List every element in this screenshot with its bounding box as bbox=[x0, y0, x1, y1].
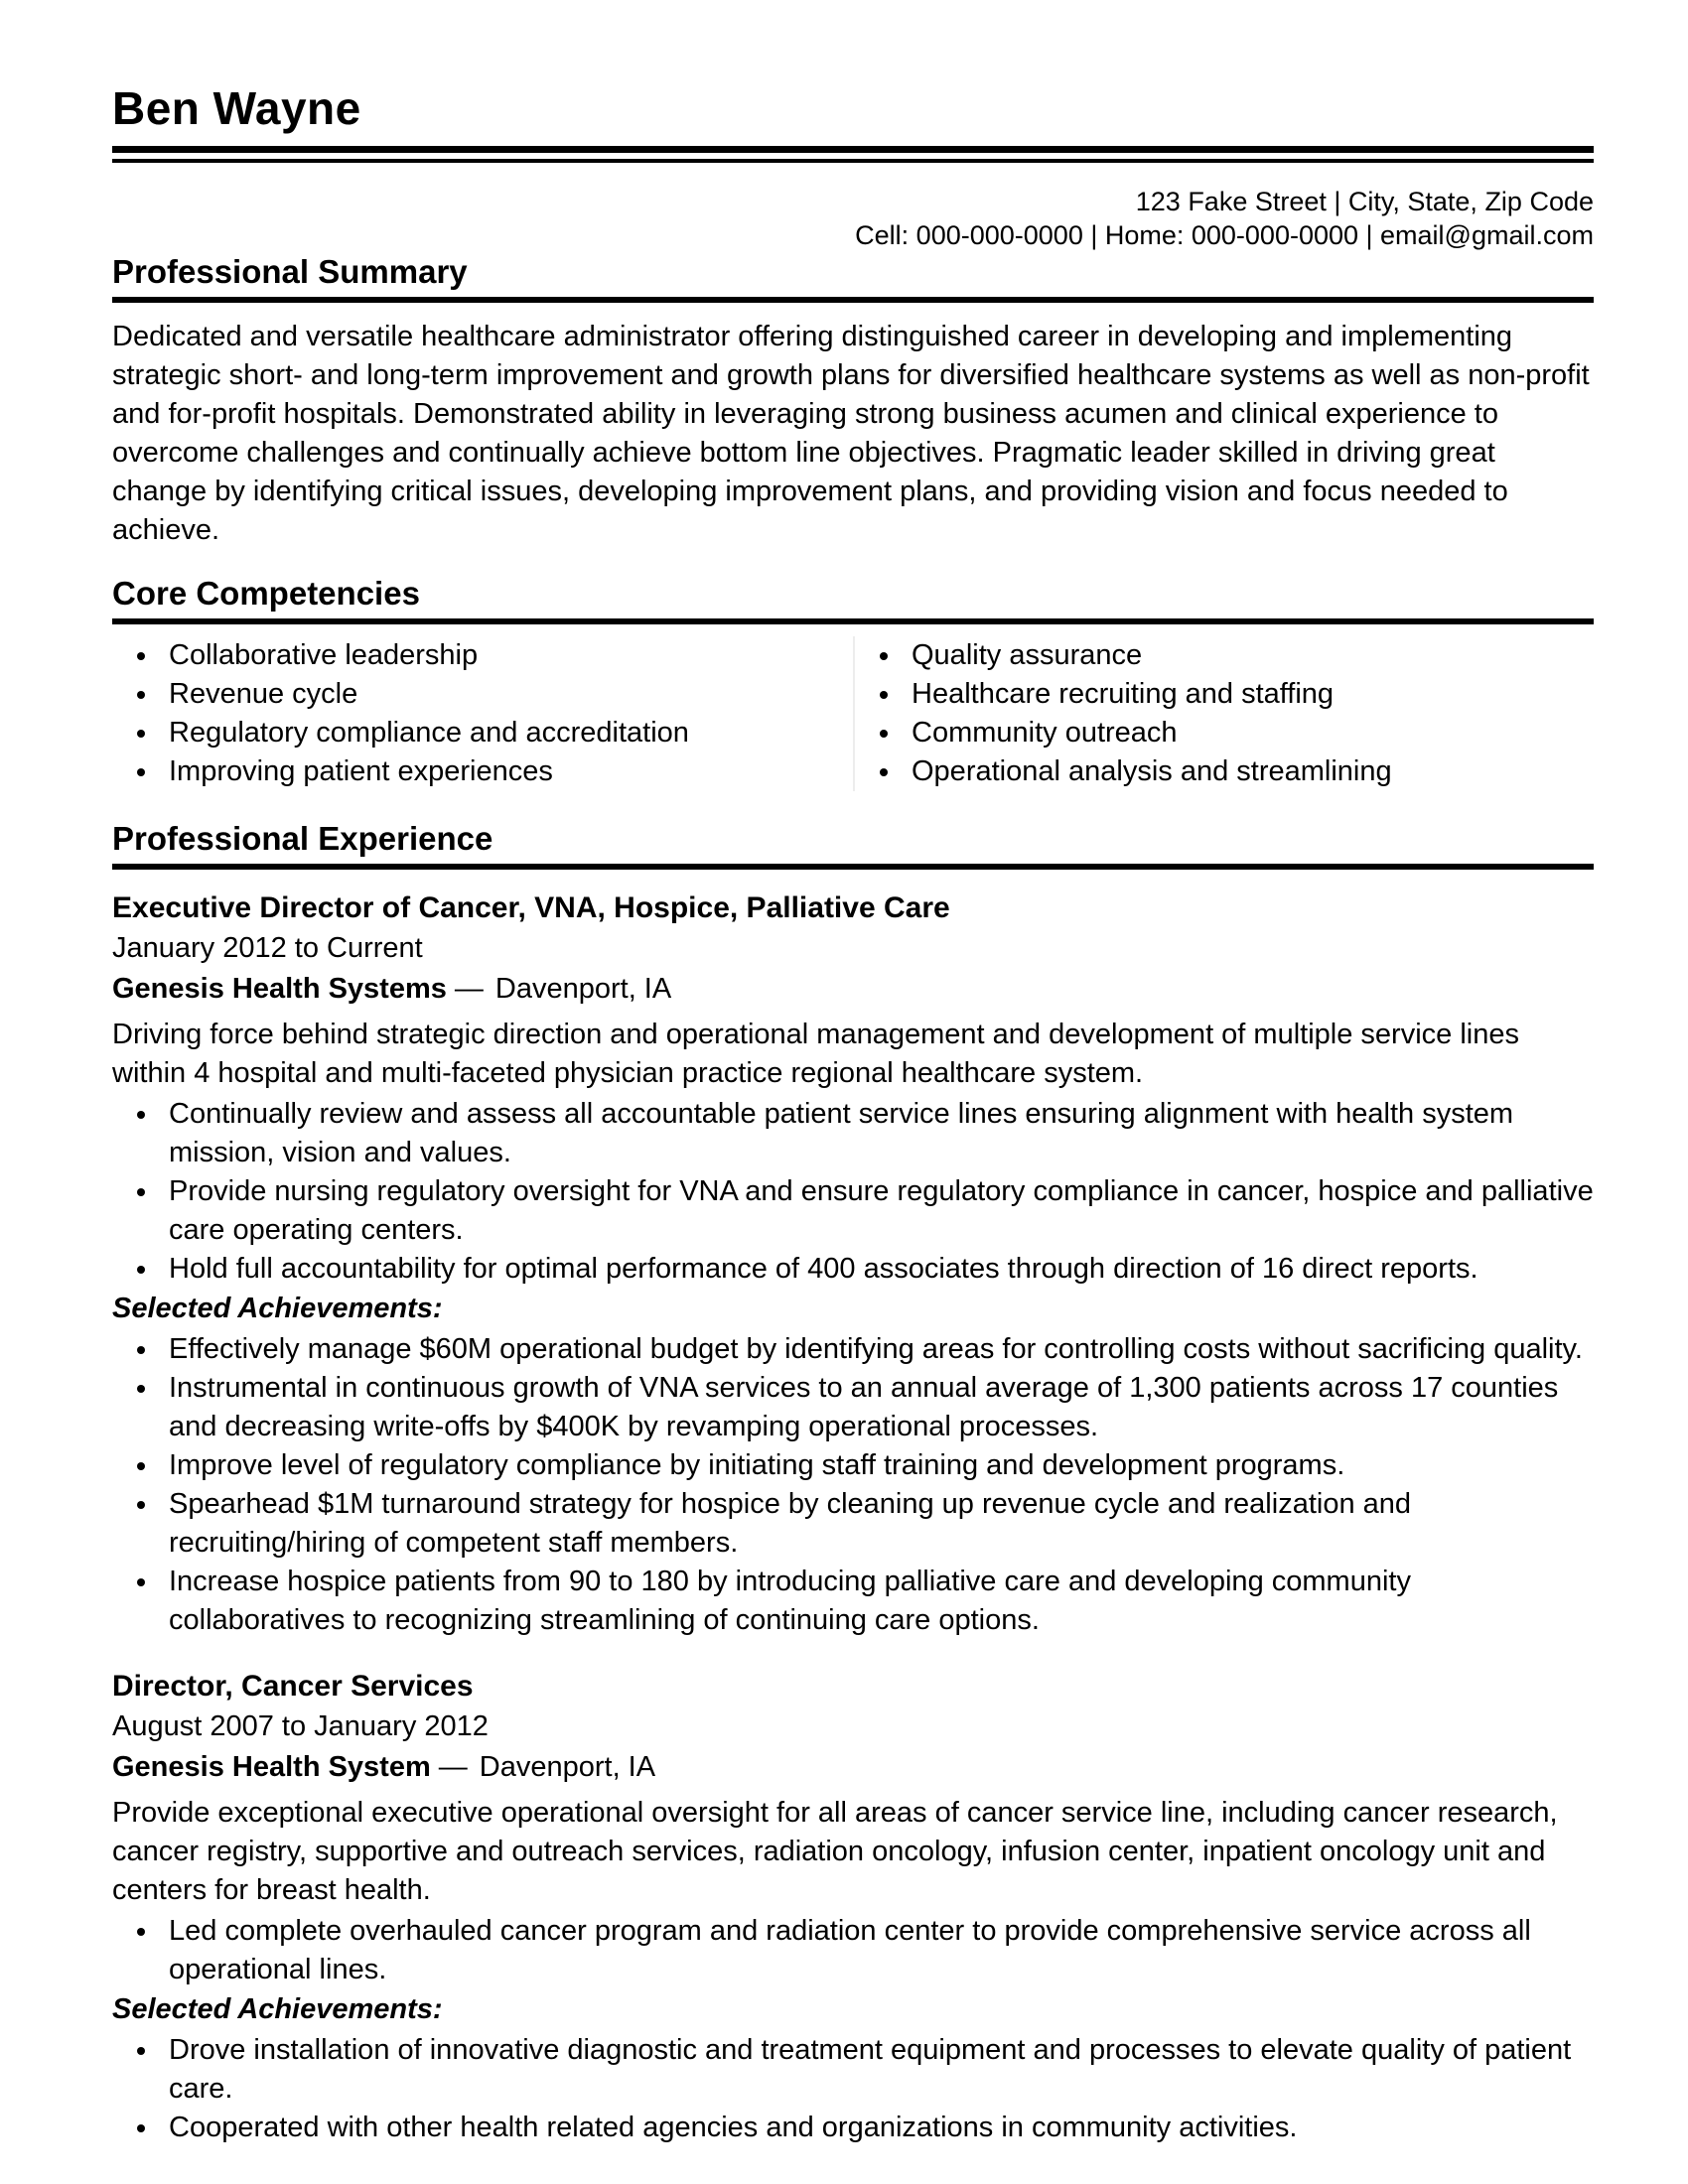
job-description: Driving force behind strategic direction and operational management and development of multiple service lines within 4 hospital and multi-faceted physician practice regional healthcare system. bbox=[112, 1019, 1519, 1090]
summary-text: Dedicated and versatile healthcare administrator offering distinguished career in developing and implementing strategic short- and long-term improvement and growth plans for diversified healthcare systems as well as non-profit and for-profit hospitals. Demonstrated ability in leveraging strong business acumen and clinical experience to overcome challenges and continually achieve bottom line objectives. Pragmatic leader skilled in driving great change by identifying critical issues, developing improvement plans, and providing vision and focus needed to achieve. bbox=[112, 320, 1590, 546]
job-dates: August 2007 to January 2012 bbox=[112, 1710, 489, 1743]
competencies-column-left bbox=[112, 636, 853, 791]
achievement-item: • Drove installation of innovative diagnostic and treatment equipment and processes to elevate quality of patient care. bbox=[160, 2031, 1594, 2109]
job-dates: January 2012 to Current bbox=[112, 932, 423, 965]
resume-header bbox=[112, 83, 1594, 252]
achievement-item: • Effectively manage $60M operational budget by identifying areas for controlling costs without sacrificing quality. bbox=[160, 1330, 1594, 1369]
job-entry bbox=[112, 1666, 1594, 2147]
competency-item: • Quality assurance bbox=[903, 636, 1594, 675]
competency-item: • Revenue cycle bbox=[160, 675, 853, 714]
achievement-item: • Improve level of regulatory compliance by initiating staff training and development programs. bbox=[160, 1446, 1594, 1485]
selected-achievements-label: Selected Achievements: bbox=[112, 1293, 443, 1325]
contact-address: 123 Fake Street | City, State, Zip Code bbox=[1135, 186, 1594, 216]
achievements-list bbox=[112, 2031, 1594, 2147]
experience-section-title: Professional Experience bbox=[112, 821, 1594, 870]
job-location: Davenport, IA bbox=[494, 973, 672, 1006]
duty-item: • Provide nursing regulatory oversight for VNA and ensure regulatory compliance in cancer, hospice and palliative care operating centers. bbox=[160, 1172, 1594, 1250]
header-double-rule bbox=[112, 146, 1594, 163]
dash-separator: — bbox=[438, 1751, 468, 1784]
competency-item: • Community outreach bbox=[903, 714, 1594, 752]
achievement-item: • Instrumental in continuous growth of VNA services to an annual average of 1,300 patients across 17 counties and decreasing write-offs by $400K by revamping operational processes. bbox=[160, 1369, 1594, 1446]
company-line bbox=[112, 969, 1594, 1010]
job-duties-list bbox=[112, 1912, 1594, 1989]
achievement-item: • Cooperated with other health related agencies and organizations in community activities. bbox=[160, 2109, 1594, 2147]
job-duties-list bbox=[112, 1095, 1594, 1289]
contact-phone-email: Cell: 000-000-0000 | Home: 000-000-0000 | email@gmail.com bbox=[855, 219, 1594, 250]
competency-item: • Operational analysis and streamlining bbox=[903, 752, 1594, 791]
professional-summary-section bbox=[112, 254, 1594, 550]
duty-item: • Continually review and assess all accountable patient service lines ensuring alignment with health system mission, vision and values. bbox=[160, 1095, 1594, 1172]
contact-block bbox=[112, 185, 1594, 252]
achievement-item: • Increase hospice patients from 90 to 180 by introducing palliative care and developing community collaboratives to recognizing streamlining of continuing care options. bbox=[160, 1563, 1594, 1640]
competency-item: • Collaborative leadership bbox=[160, 636, 853, 675]
summary-section-title: Professional Summary bbox=[112, 254, 1594, 303]
selected-achievements-label: Selected Achievements: bbox=[112, 1993, 443, 2026]
competency-item: • Improving patient experiences bbox=[160, 752, 853, 791]
duty-item: • Hold full accountability for optimal performance of 400 associates through direction of 16 direct reports. bbox=[160, 1250, 1594, 1289]
professional-experience-section bbox=[112, 821, 1594, 2147]
achievement-item: • Spearhead $1M turnaround strategy for hospice by cleaning up revenue cycle and realization and recruiting/hiring of competent staff members. bbox=[160, 1485, 1594, 1563]
dash-separator: — bbox=[454, 973, 484, 1006]
resume-name: Ben Wayne bbox=[112, 82, 361, 134]
job-location: Davenport, IA bbox=[479, 1751, 656, 1784]
competencies-section-title: Core Competencies bbox=[112, 576, 1594, 624]
job-title: Director, Cancer Services bbox=[112, 1670, 474, 1704]
company-line bbox=[112, 1747, 1594, 1788]
company-name: Genesis Health System bbox=[112, 1751, 431, 1784]
competency-item: • Regulatory compliance and accreditation bbox=[160, 714, 853, 752]
achievements-list bbox=[112, 1330, 1594, 1640]
competencies-column-right bbox=[853, 636, 1594, 791]
competency-item: • Healthcare recruiting and staffing bbox=[903, 675, 1594, 714]
job-title: Executive Director of Cancer, VNA, Hospice, Palliative Care bbox=[112, 891, 950, 925]
duty-item: • Led complete overhauled cancer program and radiation center to provide comprehensive service across all operational lines. bbox=[160, 1912, 1594, 1989]
core-competencies-section bbox=[112, 576, 1594, 791]
job-entry bbox=[112, 887, 1594, 1640]
job-description: Provide exceptional executive operational oversight for all areas of cancer service line, including cancer research, cancer registry, supportive and outreach services, radiation oncology, infusion center, inpatient oncology unit and centers for breast health. bbox=[112, 1797, 1558, 1907]
company-name: Genesis Health Systems bbox=[112, 973, 447, 1006]
competencies-columns bbox=[112, 636, 1594, 791]
